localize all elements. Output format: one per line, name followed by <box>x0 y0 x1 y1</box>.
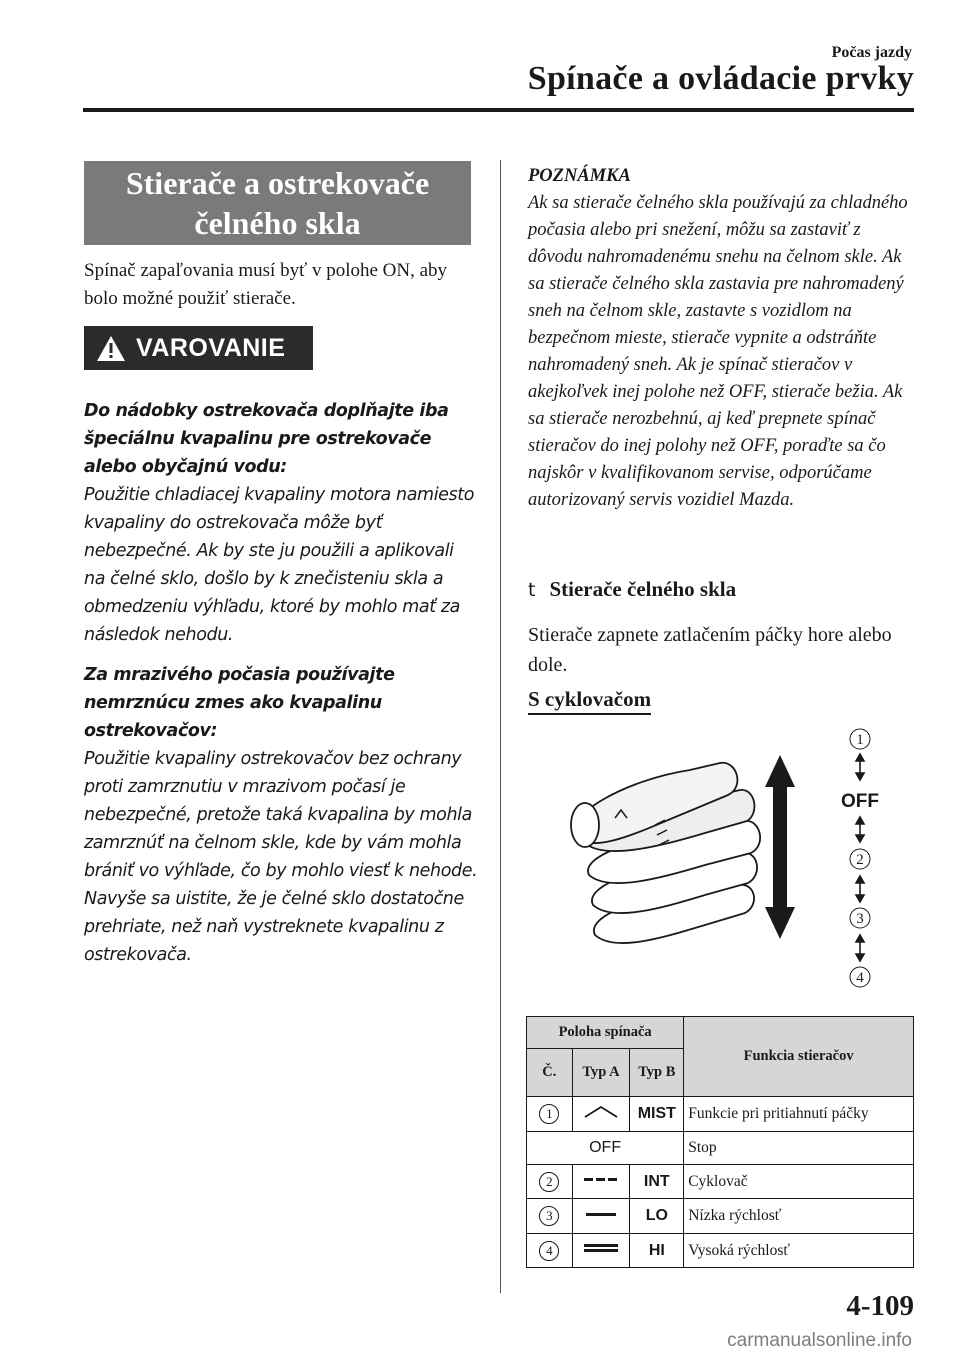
header-type-a: Typ A <box>572 1049 630 1097</box>
type-b-symbol: HI <box>630 1234 684 1268</box>
header-position: Poloha spínača <box>527 1017 684 1049</box>
header-function: Funkcia stieračov <box>684 1017 914 1097</box>
position-2-label: 2 <box>856 852 864 868</box>
note-text: Ak sa stierače čelného skla používajú za chladného počasia alebo pri snežení, môžu sa zastaviť z dôvodu nahromadenému snehu na čelnom skle. Ak sa stierače čelného skla zastavia pre nahromadený sneh na čelnom skle, zastavte s vozidlom na bezpečnom mieste, stierače vypnite a odstráňte nahromadený sneh. Ak je spínač stieračov v akejkoľvek inej polohe než OFF, stierače bežia. Ak sa stierače nerozbehnú, aj keď prepnete spínač stieračov do inej polohy než OFF, poraďte sa čo najskôr v kvalifikovanom servise, odporúčame autorizovaný servis vozidiel Mazda. <box>528 193 908 510</box>
warning-block-2 <box>84 661 479 969</box>
warning-block-2-title: Za mrazivého počasia používajte nemrznúcu zmes ako kvapalinu ostrekovačov: <box>84 665 395 741</box>
banner-line-1: Stierače a ostrekovače <box>125 165 430 201</box>
wiper-function-table <box>526 1016 914 1268</box>
row-number: 1 <box>539 1104 559 1124</box>
section-text: Stierače zapnete zatlačením páčky hore alebo dole. <box>528 624 892 676</box>
header-subtitle: Počas jazdy <box>831 44 912 61</box>
row-number: 4 <box>539 1241 559 1261</box>
function-text: Nízka rýchlosť <box>684 1199 914 1234</box>
warning-block-1-text: Použitie chladiacej kvapaliny motora namiesto kvapaliny do ostrekovača môže byť nebezpečné. Ak by ste ju použili a aplikovali na čelné sklo, došlo by k znečisteniu skla a obmedzeniu výhľadu, ktoré by mohlo mať za následok nehodu. <box>84 485 475 645</box>
header-title: Spínače a ovládacie prvky <box>527 60 914 97</box>
header-rule <box>83 108 914 112</box>
position-4-label: 4 <box>856 970 864 986</box>
header-type-b: Typ B <box>630 1049 684 1097</box>
type-b-symbol: LO <box>630 1199 684 1234</box>
mist-symbol-icon <box>581 1104 621 1120</box>
off-position: OFF <box>527 1132 684 1165</box>
banner-line-2: čelného skla <box>194 205 361 241</box>
row-number: 2 <box>539 1172 559 1192</box>
table-row <box>527 1234 914 1268</box>
function-text: Vysoká rýchlosť <box>684 1234 914 1268</box>
warning-block-1 <box>84 397 479 649</box>
row-number: 3 <box>539 1206 559 1226</box>
header-no: Č. <box>527 1049 573 1097</box>
warning-badge <box>84 326 313 370</box>
function-text: Cyklovač <box>684 1165 914 1199</box>
function-text: Stop <box>684 1132 914 1165</box>
table-row <box>527 1097 914 1132</box>
section-marker: t <box>528 579 536 601</box>
section-heading <box>528 577 736 602</box>
table-row <box>527 1132 914 1165</box>
low-speed-symbol-icon <box>581 1208 621 1220</box>
type-b-symbol: INT <box>630 1165 684 1199</box>
warning-block-1-title: Do nádobky ostrekovača doplňajte iba špeciálnu kvapalinu pre ostrekovače alebo obyčajnú vodu: <box>84 401 449 477</box>
position-off-label: OFF <box>841 791 879 812</box>
note-box <box>528 163 918 514</box>
type-b-symbol: MIST <box>630 1097 684 1132</box>
function-text: Funkcie pri pritiahnutí páčky <box>684 1097 914 1132</box>
warning-triangle-icon <box>96 335 126 362</box>
column-divider <box>500 160 501 1293</box>
intro-text: Spínač zapaľovania musí byť v polohe ON, aby bolo možné použiť stierače. <box>84 260 448 309</box>
table-row <box>527 1199 914 1234</box>
position-1-label: 1 <box>856 732 864 748</box>
note-title: POZNÁMKA <box>528 166 631 186</box>
section-banner <box>84 161 471 245</box>
high-speed-symbol-icon <box>581 1241 621 1255</box>
section-title: Stierače čelného skla <box>549 577 737 601</box>
warning-block-2-text: Použitie kvapaliny ostrekovačov bez ochrany proti zamrznutiu v mrazivom počasí je nebezpečné, pretože taká kvapalina by mohla zamrznúť na čelnom skle, kde by vám mohla brániť vo výhľade, čo by mohlo viesť k nehode. Navyše sa uistite, že je čelné sklo dostatočne prehriate, než naň vystreknete kvapalinu z ostrekovača. <box>84 749 478 965</box>
subheading: S cyklovačom <box>528 687 651 715</box>
wiper-lever-diagram <box>555 725 900 1000</box>
page-number: 4-109 <box>846 1290 914 1322</box>
intermittent-symbol-icon <box>581 1173 621 1185</box>
watermark: carmanualsonline.info <box>727 1330 912 1351</box>
position-3-label: 3 <box>856 911 864 927</box>
warning-label: VAROVANIE <box>136 333 286 362</box>
up-down-arrow-icon <box>765 755 795 939</box>
table-row <box>527 1165 914 1199</box>
